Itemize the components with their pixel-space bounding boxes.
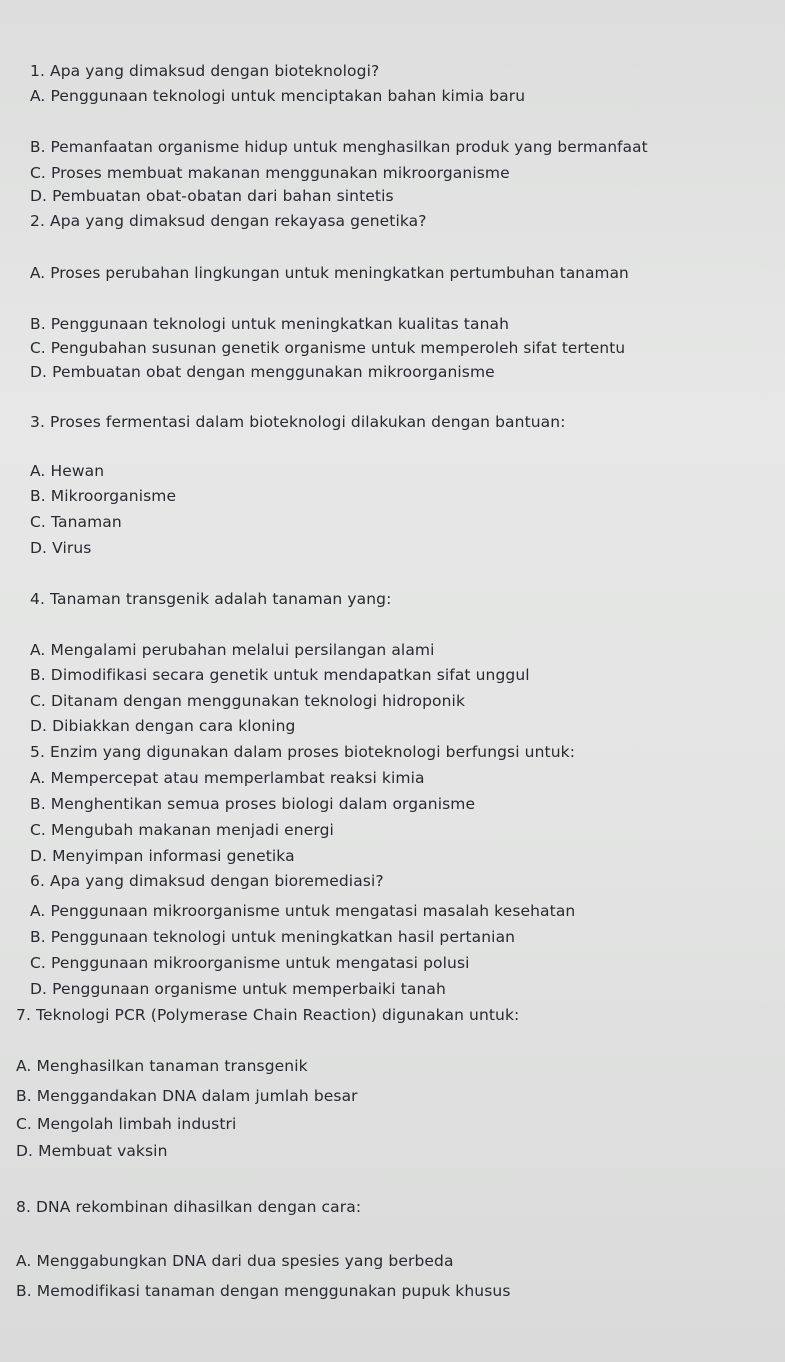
q1-option-c: C. Proses membuat makanan menggunakan mikroorganisme [30,164,510,182]
q6-option-d: D. Penggunaan organisme untuk memperbaiki tanah [30,980,446,998]
question-1: 1. Apa yang dimaksud dengan bioteknologi? [30,62,380,80]
question-2: 2. Apa yang dimaksud dengan rekayasa genetika? [30,212,427,230]
q8-option-a: A. Menggabungkan DNA dari dua spesies yang berbeda [16,1252,454,1270]
q4-option-a: A. Mengalami perubahan melalui persilangan alami [30,641,435,659]
q5-option-d: D. Menyimpan informasi genetika [30,847,295,865]
q2-option-c: C. Pengubahan susunan genetik organisme untuk memperoleh sifat tertentu [30,339,626,357]
question-7: 7. Teknologi PCR (Polymerase Chain Reaction) digunakan untuk: [16,1006,520,1024]
q3-option-d: D. Virus [30,539,92,557]
question-6: 6. Apa yang dimaksud dengan bioremediasi? [30,872,384,890]
q6-option-a: A. Penggunaan mikroorganisme untuk mengatasi masalah kesehatan [30,902,576,920]
q2-option-a: A. Proses perubahan lingkungan untuk meningkatkan pertumbuhan tanaman [30,264,629,282]
question-3: 3. Proses fermentasi dalam bioteknologi dilakukan dengan bantuan: [30,413,566,431]
q6-option-c: C. Penggunaan mikroorganisme untuk mengatasi polusi [30,954,470,972]
q2-option-d: D. Pembuatan obat dengan menggunakan mikroorganisme [30,363,495,381]
q7-option-b: B. Menggandakan DNA dalam jumlah besar [16,1087,358,1105]
q5-option-a: A. Mempercepat atau memperlambat reaksi kimia [30,769,425,787]
q3-option-c: C. Tanaman [30,513,122,531]
q3-option-b: B. Mikroorganisme [30,487,177,505]
q1-option-a: A. Penggunaan teknologi untuk menciptakan bahan kimia baru [30,87,526,105]
q4-option-c: C. Ditanam dengan menggunakan teknologi hidroponik [30,692,466,710]
q4-option-d: D. Dibiakkan dengan cara kloning [30,717,296,735]
q7-option-a: A. Menghasilkan tanaman transgenik [16,1057,308,1075]
q8-option-b: B. Memodifikasi tanaman dengan menggunakan pupuk khusus [16,1282,511,1300]
q4-option-b: B. Dimodifikasi secara genetik untuk mendapatkan sifat unggul [30,666,530,684]
q5-option-b: B. Menghentikan semua proses biologi dalam organisme [30,795,476,813]
question-8: 8. DNA rekombinan dihasilkan dengan cara: [16,1198,362,1216]
q7-option-c: C. Mengolah limbah industri [16,1115,237,1133]
q6-option-b: B. Penggunaan teknologi untuk meningkatkan hasil pertanian [30,928,516,946]
q7-option-d: D. Membuat vaksin [16,1142,168,1160]
q1-option-d: D. Pembuatan obat-obatan dari bahan sintetis [30,187,394,205]
question-4: 4. Tanaman transgenik adalah tanaman yang: [30,590,392,608]
q3-option-a: A. Hewan [30,462,105,480]
q1-option-b: B. Pemanfaatan organisme hidup untuk menghasilkan produk yang bermanfaat [30,138,648,156]
q2-option-b: B. Penggunaan teknologi untuk meningkatkan kualitas tanah [30,315,510,333]
q5-option-c: C. Mengubah makanan menjadi energi [30,821,334,839]
question-5: 5. Enzim yang digunakan dalam proses bioteknologi berfungsi untuk: [30,743,576,761]
